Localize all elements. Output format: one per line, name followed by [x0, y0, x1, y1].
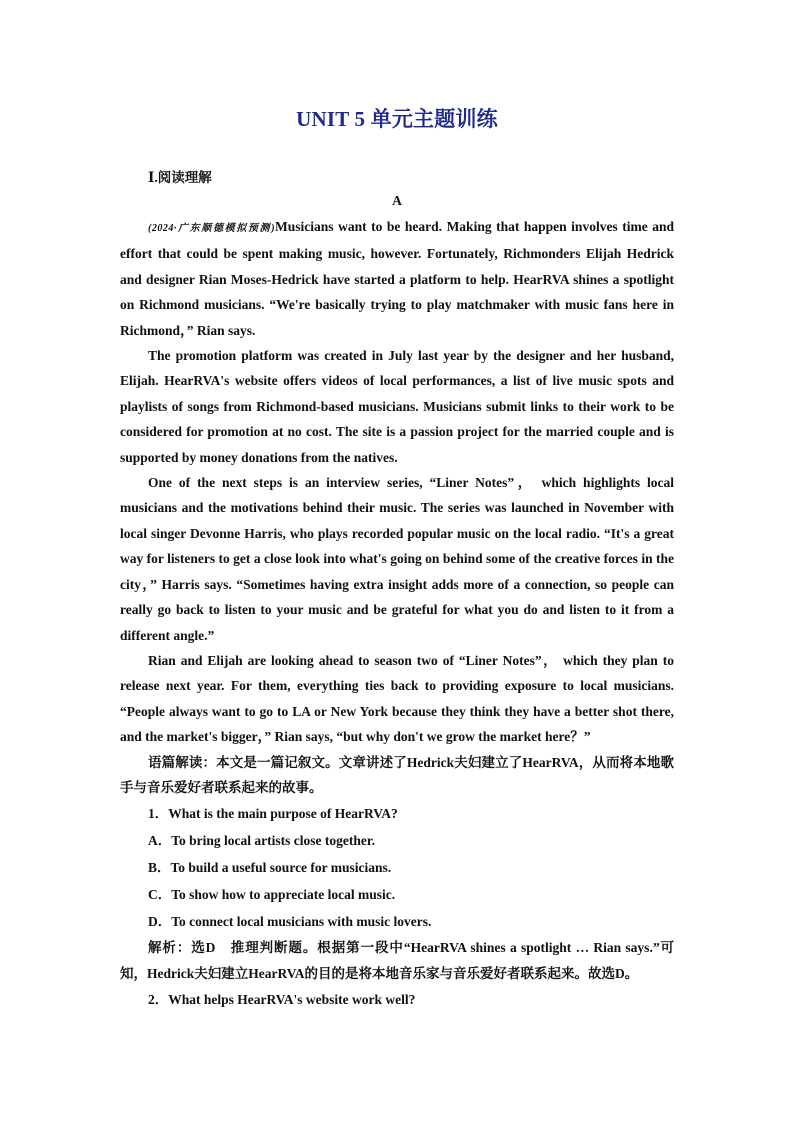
question-1-option-d: D．To connect local musicians with music lovers. [148, 914, 432, 930]
question-2-stem: 2．What helps HearRVA's website work well? [148, 992, 416, 1008]
passage-paragraph-2: The promotion platform was created in July last year by the designer and her husband, Elijah. HearRVA's website offers videos of local performances, a list of live music spots and playlists of songs from Richmond-based musicians. Musicians submit links to their work to be considered for promotion at no cost. The site is a passion project for the married couple and is supported by money donations from the natives. [120, 348, 674, 465]
summary-paragraph [120, 750, 674, 801]
passage-paragraph-1 [120, 214, 674, 343]
question-1-explanation [120, 935, 674, 986]
question-1-option-a: A．To bring local artists close together. [148, 833, 375, 849]
explanation-label: 解析： [148, 940, 192, 956]
passage-paragraph-3: One of the next steps is an interview series, “Liner Notes”， which highlights local musicians and the motivations behind their music. The series was launched in November with local singer Devonne Harris, who plays recorded popular music on the local radio. “It's a great way for listeners to get a close look into what's going on behind some of the creative forces in the city，” Harris says. “Sometimes having extra insight adds more of a connection, so people can really go back to listen to your music and be grateful for what you do and listen to it from a different angle.” [120, 475, 674, 643]
document-body [120, 214, 674, 1013]
summary-text: 本文是一篇记叙文。文章讲述了Hedrick夫妇建立了HearRVA，从而将本地歌手与音乐爱好者联系起来的故事。 [120, 754, 674, 795]
source-note: (2024·广东顺德模拟预测) [148, 223, 276, 234]
summary-label: 语篇解读： [148, 754, 217, 770]
question-1-option-b: B．To build a useful source for musicians. [148, 860, 392, 876]
paragraph-text: Musicians want to be heard. Making that happen involves time and effort that could be spent making music, however. Fortunately, Richmonders Elijah Hedrick and designer Rian Moses-Hedrick have started a platform to help. HearRVA shines a spotlight on Richmond musicians. “We're basically trying to play matchmaker with music fans here in Richmond，” Rian says. [120, 219, 674, 338]
section-heading: Ⅰ.阅读理解 [148, 170, 212, 185]
passage-paragraph-4: Rian and Elijah are looking ahead to season two of “Liner Notes”， which they plan to release next year. For them, everything ties back to providing exposure to local musicians. “People always want to go to LA or New York because they think they have a better shot there, and the market's bigger，” Rian says, “but why don't we grow the market here？” [120, 652, 674, 745]
passage-label: A [392, 193, 402, 208]
explanation-text: 选D 推理判断题。根据第一段中“HearRVA shines a spotlight … Rian says.”可知，Hedrick夫妇建立HearRVA的目的是将本地音乐家与音乐爱好者联系起来。故选D。 [120, 940, 674, 981]
page-title: UNIT 5 单元主题训练 [296, 107, 498, 131]
question-1-stem: 1．What is the main purpose of HearRVA? [148, 806, 398, 822]
question-1-option-c: C．To show how to appreciate local music. [148, 887, 396, 903]
